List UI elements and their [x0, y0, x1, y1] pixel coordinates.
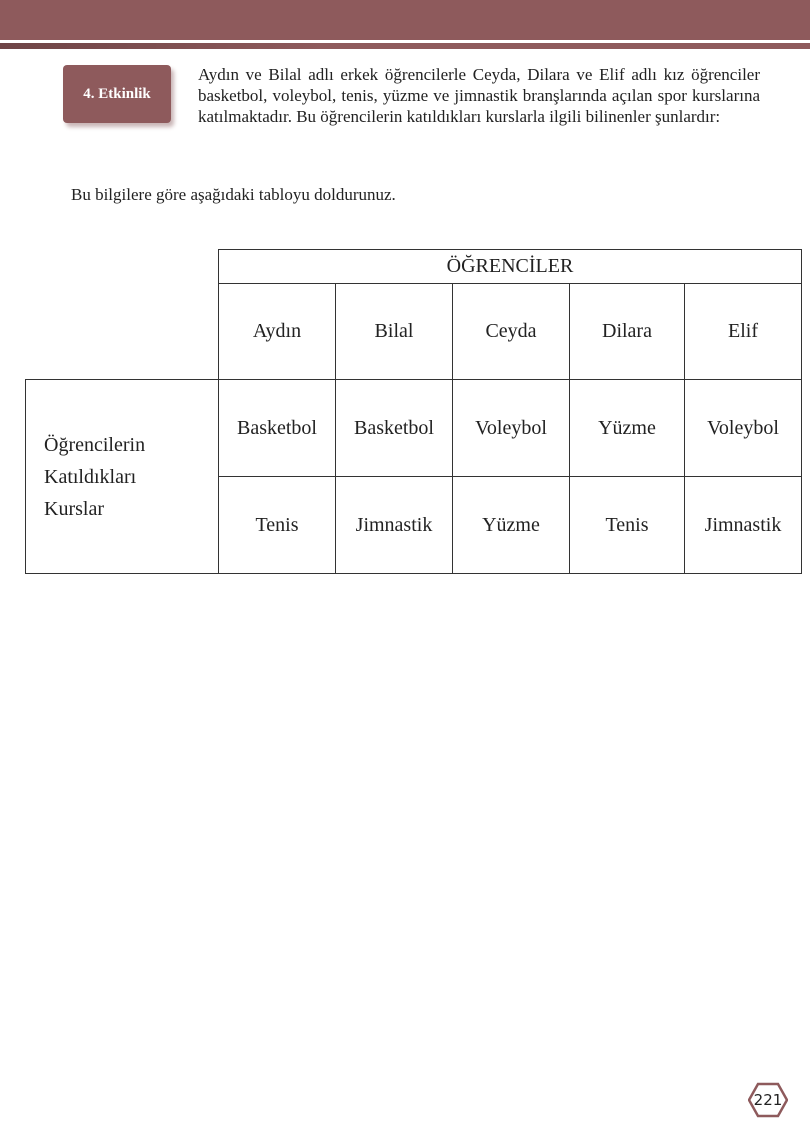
course-cell: Basketbol	[218, 379, 336, 477]
header-band-bottom	[0, 43, 810, 49]
course-cell: Jimnastik	[335, 476, 453, 574]
student-name-cell: Ceyda	[452, 283, 570, 380]
student-name-cell: Elif	[684, 283, 802, 380]
activity-badge: 4. Etkinlik	[63, 65, 171, 123]
student-name-cell: Aydın	[218, 283, 336, 380]
row-label: Öğrencilerin Katıldıkları Kurslar	[25, 379, 219, 574]
course-cell: Tenis	[218, 476, 336, 574]
instruction-text: Bu bilgilere göre aşağıdaki tabloyu doldurunuz.	[71, 185, 396, 204]
course-cell: Basketbol	[335, 379, 453, 477]
page-number: 221	[748, 1082, 788, 1118]
course-cell: Voleybol	[684, 379, 802, 477]
header-band	[0, 0, 810, 40]
course-cell: Yüzme	[452, 476, 570, 574]
intro-text: Aydın ve Bilal adlı erkek öğrencilerle Ceyda, Dilara ve Elif adlı kız öğrenciler basketbol, voleybol, tenis, yüzme ve jimnastik branşlarında açılan spor kurslarına katılmaktadır. Bu öğrencilerin katıldıkları kurslarla ilgili bilinenler şunlardır:	[198, 65, 760, 126]
course-cell: Tenis	[569, 476, 685, 574]
student-name-cell: Bilal	[335, 283, 453, 380]
student-name-cell: Dilara	[569, 283, 685, 380]
table-header: ÖĞRENCİLER	[218, 249, 802, 284]
course-cell: Yüzme	[569, 379, 685, 477]
course-cell: Voleybol	[452, 379, 570, 477]
course-cell: Jimnastik	[684, 476, 802, 574]
